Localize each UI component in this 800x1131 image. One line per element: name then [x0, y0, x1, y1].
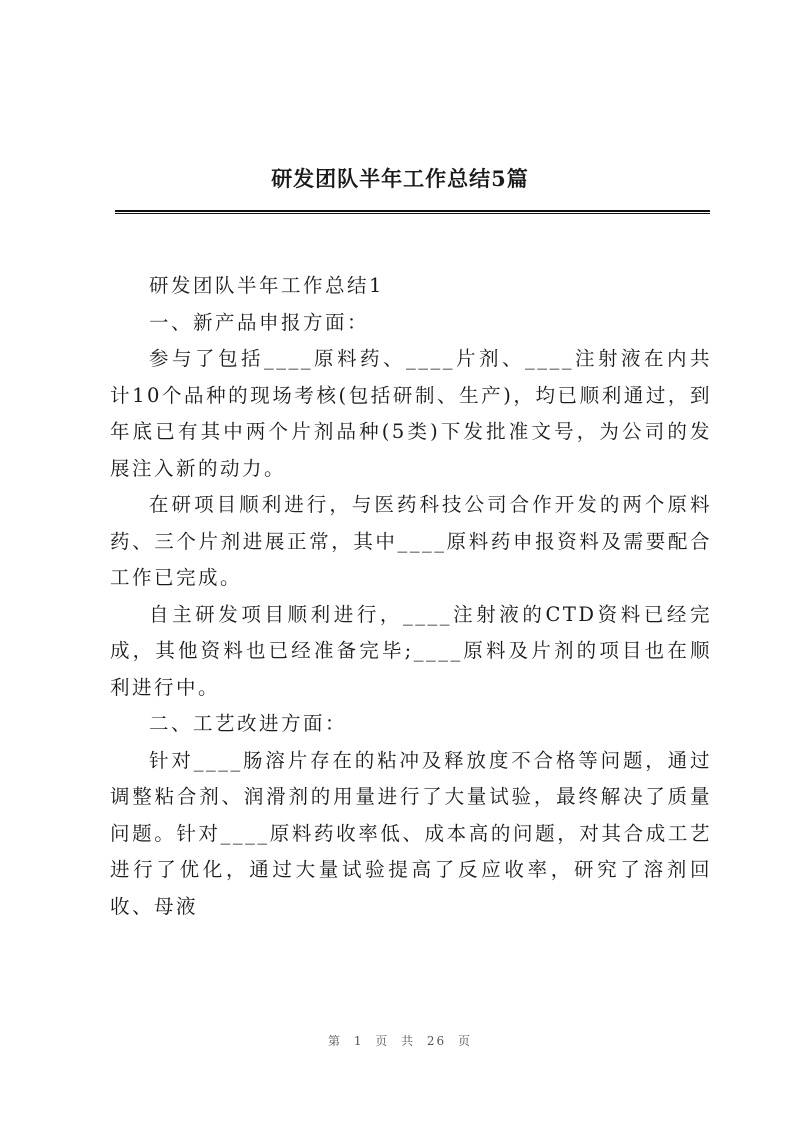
body-paragraph: 参与了包括____原料药、____片剂、____注射液在内共计10个品种的现场考核(包括研制、生产)，均已顺利通过，到年底已有其中两个片剂品种(5类)下发批准文号，为公司的发展注入新的动力。	[110, 347, 712, 480]
document-title: 研发团队半年工作总结5篇	[271, 166, 529, 191]
subsection-heading: 一、新产品申报方面：	[149, 310, 370, 334]
page-footer: 第 1 页 共 26 页	[328, 1034, 472, 1048]
title-divider	[115, 210, 710, 214]
section-heading: 研发团队半年工作总结1	[149, 274, 384, 297]
body-paragraph: 针对____肠溶片存在的粘冲及释放度不合格等问题，通过调整粘合剂、润滑剂的用量进行了大量试验，最终解决了质量问题。针对____原料药收率低、成本高的问题，对其合成工艺进行了优化，通过大量试验提高了反应收率，研究了溶剂回收、母液	[110, 748, 712, 918]
body-paragraph: 在研项目顺利进行，与医药科技公司合作开发的两个原料药、三个片剂进展正常，其中____原料药申报资料及需要配合工作已完成。	[110, 493, 712, 589]
subsection-heading: 二、工艺改进方面：	[149, 712, 348, 735]
document-body	[110, 268, 712, 925]
body-paragraph: 自主研发项目顺利进行，____注射液的CTD资料已经完成，其他资料也已经准备完毕;____原料及片剂的项目也在顺利进行中。	[110, 602, 712, 699]
